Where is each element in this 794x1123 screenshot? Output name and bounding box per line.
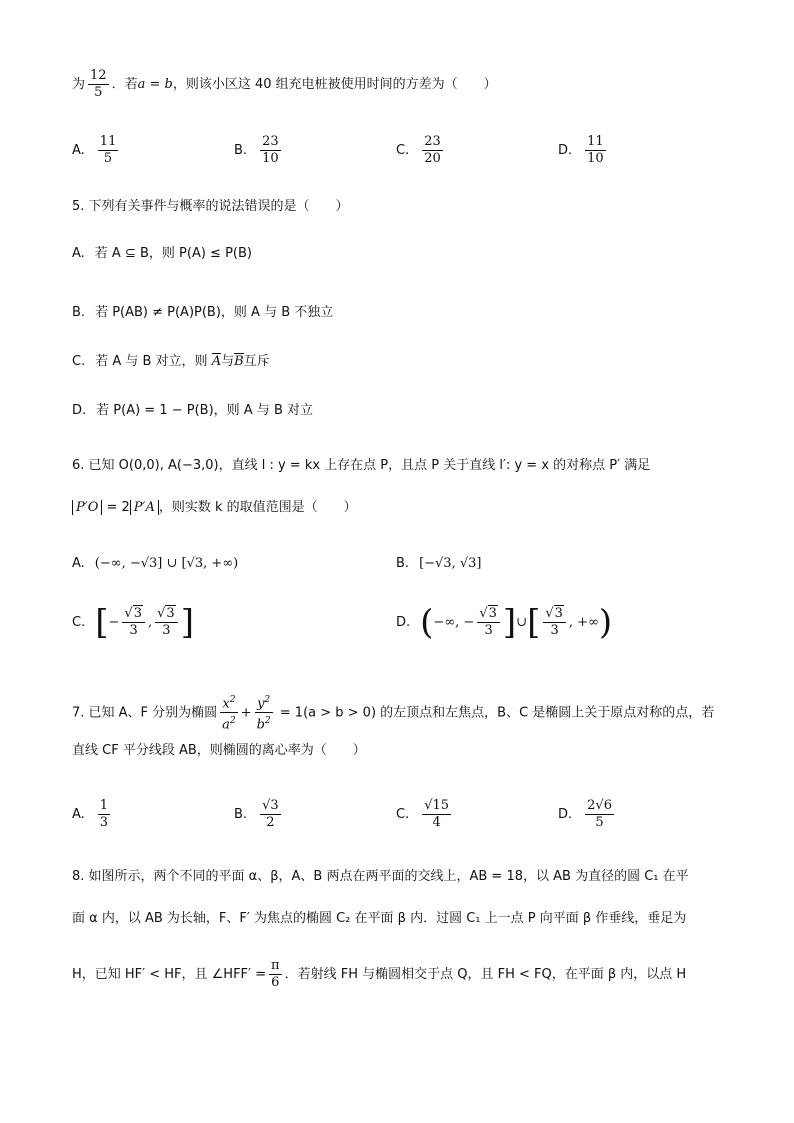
q8-stem-line2: 面 α 内，以 AB 为长轴，F、F′ 为焦点的椭圆 C₂ 在平面 β 内．过圆 C₁ 上一点 P 向平面 β 作垂线，垂足为 xyxy=(72,911,687,926)
q5-stem: 5. 下列有关事件与概率的说法错误的是（ ） xyxy=(72,199,349,214)
radicand: 3 xyxy=(166,606,175,621)
q4-text: ，则该小区这 40 组充电桩被使用时间的方差为（ ） xyxy=(172,77,497,92)
option-fraction xyxy=(477,606,500,639)
radicand: 3 xyxy=(133,606,142,621)
option-text: 若 A 与 B 对立，则 xyxy=(95,354,212,369)
left-bracket: [ xyxy=(95,602,109,643)
option-fraction xyxy=(585,798,614,831)
q7-text: 7. 已知 A、F 分别为椭圆 xyxy=(72,705,218,721)
q4-text: ．若 xyxy=(111,77,138,92)
right-bracket: ] xyxy=(502,602,517,643)
right-bracket: ] xyxy=(180,602,194,643)
option-label: C. xyxy=(396,807,410,822)
var-a: a xyxy=(222,717,230,733)
q6-stem-line2 xyxy=(72,497,357,519)
fraction-den: 3 xyxy=(550,623,559,638)
q4-stem-tail xyxy=(72,68,497,101)
option-label: B. xyxy=(234,143,248,158)
q4-mean-den: 5 xyxy=(94,85,103,100)
q7-option-b xyxy=(234,798,284,831)
fraction-num: $y^2$ xyxy=(255,692,273,713)
ellipse-x-term xyxy=(220,692,238,734)
q4-mean-num: 12 xyxy=(90,68,107,83)
left-paren: ( xyxy=(420,602,434,643)
fraction-num: π xyxy=(271,958,280,973)
q8-stem-line1: 8. 如图所示，两个不同的平面 α、β，A、B 两点在两平面的交线上，AB = 18，以 AB 为直径的圆 C₁ 在平 xyxy=(72,869,689,884)
option-text: 与 xyxy=(221,354,235,369)
q5-option-b xyxy=(72,302,333,324)
left-bracket: [ xyxy=(527,602,541,643)
fraction-num: 23 xyxy=(424,134,441,149)
q7-option-d xyxy=(558,798,617,831)
fraction-num: √15 xyxy=(424,798,450,813)
plus-sign: + xyxy=(240,705,252,721)
radicand: 3 xyxy=(488,606,497,621)
option-label: A. xyxy=(72,246,85,261)
fraction-den: 3 xyxy=(99,815,109,830)
fraction-num: √3 xyxy=(155,606,178,623)
option-label: A. xyxy=(72,807,85,822)
complement-a: A xyxy=(211,354,222,369)
q6-option-c xyxy=(72,602,194,643)
q6-stem-line1: 6. 已知 O(0,0), A(−3,0)，直线 l : y = kx 上存在点 P，且点 P 关于直线 l′: y = x 的对称点 P′ 满足 xyxy=(72,458,651,473)
q7-option-a xyxy=(72,798,113,831)
option-fraction xyxy=(543,606,566,639)
option-fraction xyxy=(585,134,606,167)
fraction-num: √3 xyxy=(477,606,500,623)
option-text: −∞, − xyxy=(433,615,475,630)
option-label: A. xyxy=(72,143,85,158)
q6-text: ，则实数 k 的取值范围是（ ） xyxy=(158,500,357,515)
q4-option-a xyxy=(72,134,121,167)
option-label: B. xyxy=(72,305,86,320)
option-label: C. xyxy=(396,143,410,158)
option-fraction xyxy=(98,798,110,831)
q5-option-d xyxy=(72,400,313,422)
option-text: 若 A ⊆ B，则 P(A) ≤ P(B) xyxy=(94,246,252,261)
fraction-num: 1 xyxy=(99,798,109,813)
option-label: D. xyxy=(558,807,573,822)
option-text: 若 P(A) = 1 − P(B)，则 A 与 B 对立 xyxy=(96,403,313,418)
fraction-den: 10 xyxy=(587,151,604,166)
radicand: 3 xyxy=(554,606,563,621)
fraction-den: $b^2$ xyxy=(256,716,271,733)
q5-option-a xyxy=(72,243,252,265)
option-label: A. xyxy=(72,556,85,571)
option-fraction xyxy=(260,798,281,831)
q6-option-a xyxy=(72,553,238,575)
complement-b: B xyxy=(234,354,244,369)
right-paren: ) xyxy=(598,602,613,643)
q4-option-c xyxy=(396,134,446,167)
option-text: , +∞ xyxy=(568,615,599,630)
q4-condition: a = b xyxy=(137,77,173,92)
fraction-num: 11 xyxy=(99,134,117,149)
q7-stem-line2: 直线 CF 平分线段 AB，则椭圆的离心率为（ ） xyxy=(72,743,366,758)
q6-option-d xyxy=(396,602,613,643)
q4-option-d xyxy=(558,134,609,167)
fraction-den: $a^2$ xyxy=(222,716,236,733)
fraction-den: 6 xyxy=(271,975,280,990)
q7-text: = 1(a > b > 0) 的左顶点和左焦点，B、C 是椭圆上关于原点对称的点，若 xyxy=(275,705,715,721)
fraction-den: 20 xyxy=(424,151,441,166)
fraction-den: 2 xyxy=(266,815,275,830)
option-label: D. xyxy=(558,143,573,158)
fraction-num: 11 xyxy=(587,134,604,149)
fraction-num: √3 xyxy=(543,606,566,623)
option-fraction xyxy=(98,134,119,167)
fraction-num: 23 xyxy=(262,134,279,149)
option-fraction xyxy=(422,134,443,167)
q6-text: = 2 xyxy=(102,500,130,515)
angle-fraction xyxy=(269,958,282,991)
fraction-den: 3 xyxy=(484,623,493,638)
option-text: (−∞, −√3] ∪ [√3, +∞) xyxy=(94,556,239,571)
option-fraction xyxy=(122,606,145,639)
fraction-num: √3 xyxy=(122,606,145,623)
q7-option-c xyxy=(396,798,454,831)
option-fraction xyxy=(422,798,451,831)
var-y: y xyxy=(257,696,265,712)
fraction-num: √3 xyxy=(262,798,279,813)
option-fraction xyxy=(260,134,281,167)
option-label: D. xyxy=(396,615,411,630)
var-b: b xyxy=(256,717,265,733)
ellipse-y-term xyxy=(255,692,273,734)
comma: , xyxy=(147,615,153,630)
q6-option-b xyxy=(396,553,481,575)
fraction-num: $x^2$ xyxy=(220,692,238,713)
q4-text: 为 xyxy=(72,77,86,92)
option-label: C. xyxy=(72,615,86,630)
abs-pprime-a: P′A xyxy=(130,500,159,515)
q8-stem-line3 xyxy=(72,958,686,991)
option-text: [−√3, √3] xyxy=(419,556,482,571)
q5-option-c xyxy=(72,351,270,373)
option-label: B. xyxy=(396,556,410,571)
q4-mean-fraction xyxy=(88,68,109,101)
option-text: 互斥 xyxy=(243,354,270,369)
q7-stem-line1 xyxy=(72,692,714,734)
q4-option-b xyxy=(234,134,284,167)
option-label: C. xyxy=(72,354,86,369)
option-text: 若 P(AB) ≠ P(A)P(B)，则 A 与 B 不独立 xyxy=(95,305,334,320)
option-fraction xyxy=(155,606,178,639)
fraction-den: 3 xyxy=(129,623,138,638)
option-label: D. xyxy=(72,403,87,418)
abs-pprime-o: P′O xyxy=(72,500,102,515)
fraction-den: 4 xyxy=(432,815,441,830)
fraction-den: 5 xyxy=(103,151,113,166)
fraction-den: 10 xyxy=(262,151,279,166)
var-x: x xyxy=(222,696,230,712)
union-sign: ∪ xyxy=(516,615,528,630)
fraction-den: 5 xyxy=(595,815,604,830)
option-label: B. xyxy=(234,807,248,822)
fraction-den: 3 xyxy=(162,623,171,638)
fraction-num: 2√6 xyxy=(587,798,612,813)
minus-sign: − xyxy=(108,615,120,630)
q8-text: ．若射线 FH 与椭圆相交于点 Q，且 FH < FQ，在平面 β 内，以点 H xyxy=(284,967,687,982)
q8-text: H，已知 HF′ < HF，且 ∠HFF′ = xyxy=(72,967,267,982)
